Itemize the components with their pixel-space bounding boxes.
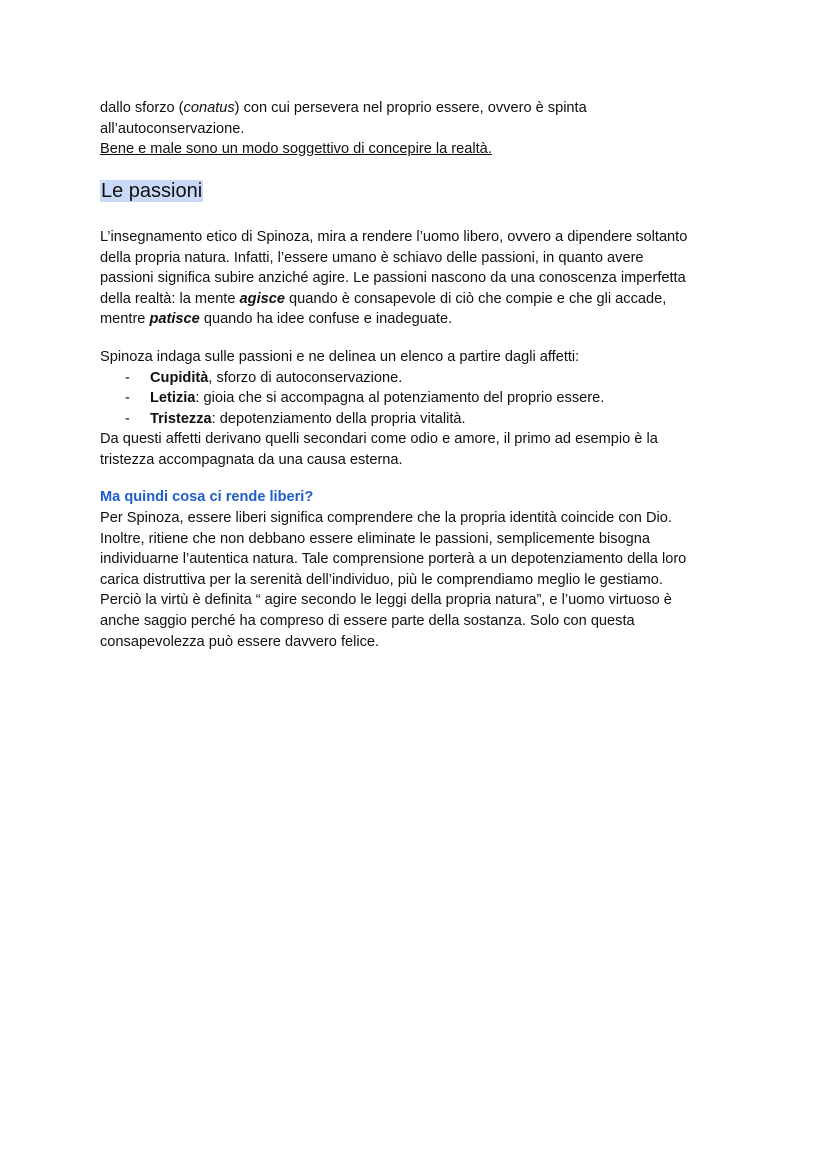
- text-line: [100, 98, 740, 119]
- text-line: [100, 632, 740, 653]
- text-segment: L’insegnamento etico di Spinoza, mira a rendere l’uomo libero, ovvero a dipendere soltanto: [100, 229, 688, 245]
- text-segment: della realtà: la mente: [100, 290, 240, 307]
- emphasized-text: conatus: [183, 100, 235, 116]
- text-segment: mentre: [100, 311, 150, 328]
- emphasized-text: patisce: [149, 311, 200, 328]
- affetti-intro: Spinoza indaga sulle passioni e ne delinea un elenco a partire dagli affetti:: [100, 349, 580, 365]
- bullet-dash: -: [125, 390, 130, 407]
- text-segment: quando ha idee confuse e inadeguate.: [199, 311, 453, 328]
- text-line: [100, 429, 740, 450]
- text-segment: quando è consapevole di ciò che compie e che gli accade,: [284, 290, 667, 307]
- affetti-section: [100, 347, 740, 471]
- affetti-conclusion: [100, 429, 740, 470]
- list-item: [100, 388, 740, 409]
- text-segment: anche saggio perché ha compreso di essere parte della sostanza. Solo con questa: [100, 612, 635, 629]
- emphasized-text: agisce: [239, 290, 285, 307]
- list-term: Letizia: [150, 390, 196, 407]
- text-segment: Per Spinoza, essere liberi significa comprendere che la propria identità coincide con Dio.: [100, 510, 672, 526]
- text-line: [100, 268, 740, 289]
- text-line: [100, 119, 740, 140]
- text-line: [100, 139, 740, 160]
- text-line: [100, 227, 740, 248]
- text-segment: ) con cui persevera nel proprio essere, ovvero è spinta: [234, 100, 587, 116]
- text-segment: della propria natura. Infatti, l’essere umano è schiavo delle passioni, in quanto avere: [100, 249, 644, 266]
- section-heading-passioni: [100, 178, 203, 204]
- text-line: [100, 529, 740, 550]
- text-segment: Inoltre, ritiene che non debbano essere eliminate le passioni, semplicemente bisogna: [100, 530, 651, 547]
- bullet-dash: -: [125, 369, 130, 386]
- list-term: Cupidità: [150, 369, 209, 386]
- text-segment: Da questi affetti derivano quelli secondari come odio e amore, il primo ad esempio è la: [100, 431, 658, 448]
- list-desc: : gioia che si accompagna al potenziamento del proprio essere.: [195, 390, 605, 407]
- affetti-list: [100, 368, 740, 430]
- heading-text: Le passioni: [101, 180, 203, 202]
- liberi-paragraph: [100, 508, 740, 652]
- list-desc: , sforzo di autoconservazione.: [208, 369, 403, 386]
- text-line: [100, 248, 740, 269]
- text-segment: passioni significa subire anziché agire. Le passioni nascono da una conoscenza imperfetta: [100, 270, 686, 287]
- text-line: [100, 590, 740, 611]
- text-line: [100, 611, 740, 632]
- list-item: [100, 368, 740, 389]
- text-segment: consapevolezza può essere davvero felice.: [100, 633, 380, 650]
- text-segment: Perciò la virtù è definita “ agire secondo le leggi della propria natura”, e l’uomo virtuoso è: [100, 592, 672, 609]
- text-segment: dallo sforzo (: [100, 100, 184, 116]
- emphasized-text: Bene e male sono un modo soggettivo di concepire la realtà.: [100, 141, 492, 158]
- text-segment: carica distruttiva per la serenità dell’individuo, più le comprendiamo meglio le gestiamo.: [100, 571, 663, 588]
- intro-paragraph: [100, 98, 740, 160]
- text-segment: all’autoconservazione.: [100, 120, 245, 137]
- list-term: Tristezza: [150, 410, 212, 427]
- text-line: [100, 570, 740, 591]
- text-line: [100, 309, 740, 330]
- text-line: [100, 450, 740, 471]
- text-line: [100, 289, 740, 310]
- list-desc: : depotenziamento della propria vitalità.: [211, 410, 466, 427]
- section-heading-liberi: Ma quindi cosa ci rende liberi?: [100, 489, 314, 505]
- text-line: [100, 508, 740, 529]
- text-segment: individuarne l’autentica natura. Tale comprensione porterà a un depotenziamento della loro: [100, 551, 687, 568]
- list-item: [100, 409, 740, 430]
- text-segment: tristezza accompagnata da una causa esterna.: [100, 451, 403, 468]
- text-line: [100, 549, 740, 570]
- passioni-paragraph: [100, 227, 740, 330]
- bullet-dash: -: [125, 410, 130, 427]
